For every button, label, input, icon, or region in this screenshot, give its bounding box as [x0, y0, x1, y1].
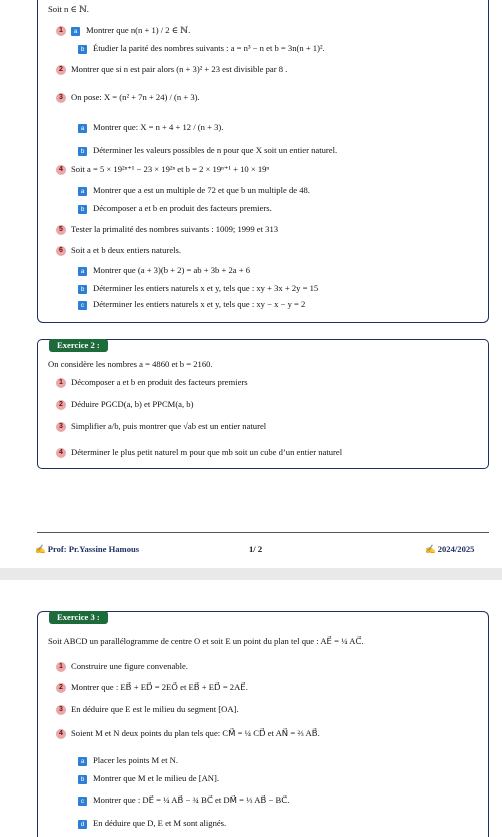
- question-text: En déduire que D, E et M sont alignés.: [93, 818, 227, 828]
- ex1-q6-b: [78, 283, 318, 294]
- number-badge: 5: [56, 225, 66, 235]
- ex1-q4: [56, 164, 269, 175]
- ex2-q2: [56, 399, 193, 410]
- number-badge: 2: [56, 683, 66, 693]
- number-badge: 3: [56, 705, 66, 715]
- ex3-q3: [56, 704, 239, 715]
- question-text: Montrer que: X = n + 4 + 12 / (n + 3).: [93, 122, 224, 132]
- question-text: Montrer que n(n + 1) / 2 ∈ ℕ.: [86, 25, 191, 35]
- letter-badge: b: [78, 775, 87, 784]
- question-text: Déterminer les valeurs possibles de n pour que X soit un entier naturel.: [93, 145, 338, 155]
- ex2-q1: [56, 377, 248, 388]
- ex3-q4-c: [78, 795, 289, 806]
- question-text: Montrer que M et le milieu de [AN].: [93, 773, 220, 783]
- number-badge: 4: [56, 448, 66, 458]
- footer-rule: [37, 532, 489, 533]
- pencil-icon: ✍: [425, 544, 436, 554]
- letter-badge: b: [78, 205, 87, 214]
- pencil-icon: ✍: [35, 544, 46, 554]
- footer-year: [425, 544, 474, 555]
- question-text: Construire une figure convenable.: [71, 661, 188, 671]
- letter-badge: b: [78, 147, 87, 156]
- ex1-q3-a: [78, 122, 223, 133]
- question-text: Placer les points M et N.: [93, 755, 178, 765]
- number-badge: 3: [56, 422, 66, 432]
- footer-author-text: Prof: Pr.Yassine Hamous: [47, 544, 140, 554]
- question-text: Déterminer les entiers naturels x et y, tels que : xy + 3x + 2y = 15: [93, 283, 319, 293]
- number-badge: 6: [56, 246, 66, 256]
- question-text: En déduire que E est le milieu du segment [OA].: [71, 704, 239, 714]
- ex3-q4: [56, 728, 320, 739]
- question-text: Montrer que a est un multiple de 72 et que b un multiple de 48.: [93, 185, 310, 195]
- letter-badge: b: [78, 285, 87, 294]
- question-text: Soient M et N deux points du plan tels que: CM⃗ = ¼ CD⃗ et AN⃗ = ⅔ AB⃗.: [71, 728, 320, 738]
- number-badge: 2: [56, 65, 66, 75]
- letter-badge: d: [78, 820, 87, 829]
- question-text: Déterminer les entiers naturels x et y, tels que : xy − x − y = 2: [93, 299, 306, 309]
- number-badge: 1: [56, 378, 66, 388]
- question-text: Étudier la parité des nombres suivants : a = n³ − n et b = 3n(n + 1)².: [93, 43, 325, 53]
- ex3-q1: [56, 661, 188, 672]
- number-badge: 3: [56, 93, 66, 103]
- number-badge: 2: [56, 400, 66, 410]
- question-text: Tester la primalité des nombres suivants : 1009; 1999 et 313: [71, 224, 279, 234]
- exercise-3-frame: [37, 611, 489, 837]
- ex3-q4-d: [78, 818, 226, 829]
- letter-badge: a: [71, 27, 80, 36]
- question-text: Décomposer a et b en produit des facteurs premiers: [71, 377, 248, 387]
- letter-badge: b: [78, 45, 87, 54]
- ex3-q4-b: [78, 773, 219, 784]
- letter-badge: c: [78, 301, 87, 310]
- number-badge: 4: [56, 729, 66, 739]
- question-text: On pose: X = (n² + 7n + 24) / (n + 3).: [71, 92, 200, 102]
- letter-badge: c: [78, 797, 87, 806]
- question-text: Déduire PGCD(a, b) et PPCM(a, b): [71, 399, 194, 409]
- ex1-q6-a: [78, 265, 250, 276]
- ex1-q4-b: [78, 203, 272, 214]
- number-badge: 4: [56, 165, 66, 175]
- ex2-q4: [56, 447, 342, 458]
- question-text: Soit a = 5 × 19²ⁿ⁺¹ − 23 × 19²ⁿ et b = 2 × 19ⁿ⁺¹ + 10 × 19ⁿ: [71, 164, 270, 174]
- ex1-intro: Soit n ∈ ℕ.: [48, 4, 89, 14]
- footer-page-number: 1/ 2: [249, 544, 263, 554]
- ex1-q2: [56, 64, 287, 75]
- ex1-q6: [56, 245, 181, 256]
- ex1-q1-a: [56, 25, 190, 36]
- footer-author: [35, 544, 139, 555]
- question-text: Soit a et b deux entiers naturels.: [71, 245, 182, 255]
- question-text: Montrer que : DE⃗ = ¼ AB⃗ − ¾ BC⃗ et DM⃗ = ⅓ AB⃗ − BC⃗.: [93, 795, 290, 805]
- letter-badge: a: [78, 757, 87, 766]
- question-text: Déterminer le plus petit naturel m pour que mb soit un cube d’un entier naturel: [71, 447, 343, 457]
- question-text: Montrer que si n est pair alors (n + 3)² + 23 est divisible par 8 .: [71, 64, 288, 74]
- letter-badge: a: [78, 187, 87, 196]
- ex3-q2: [56, 682, 248, 693]
- ex3-intro: Soit ABCD un parallélogramme de centre O et soit E un point du plan tel que : AE⃗ = ¼ AC⃗.: [48, 636, 364, 646]
- question-text: Montrer que (a + 3)(b + 2) = ab + 3b + 2a + 6: [93, 265, 250, 275]
- question-text: Montrer que : EB⃗ + ED⃗ = 2EO⃗ et EB⃗ + ED⃗ = 2AE⃗.: [71, 682, 248, 692]
- ex1-q5: [56, 224, 278, 235]
- footer-year-text: 2024/2025: [437, 544, 475, 554]
- exercise-3-title: Exercice 3 :: [49, 611, 108, 624]
- ex1-q3: [56, 92, 200, 103]
- question-text: Décomposer a et b en produit des facteurs premiers.: [93, 203, 272, 213]
- exercise-1-frame: [37, 0, 489, 323]
- ex2-intro: On considère les nombres a = 4860 et b = 2160.: [48, 359, 213, 369]
- ex1-q1-b: [78, 43, 325, 54]
- exercise-2-frame: [37, 339, 489, 469]
- ex3-q4-a: [78, 755, 178, 766]
- number-badge: 1: [56, 26, 66, 36]
- number-badge: 1: [56, 662, 66, 672]
- exercise-2-title: Exercice 2 :: [49, 339, 108, 352]
- ex1-q6-c: [78, 299, 305, 310]
- letter-badge: a: [78, 124, 87, 133]
- ex1-q3-b: [78, 145, 337, 156]
- ex2-q3: [56, 421, 266, 432]
- letter-badge: a: [78, 267, 87, 276]
- ex1-q4-a: [78, 185, 310, 196]
- question-text: Simplifier a/b, puis montrer que √ab est un entier naturel: [71, 421, 267, 431]
